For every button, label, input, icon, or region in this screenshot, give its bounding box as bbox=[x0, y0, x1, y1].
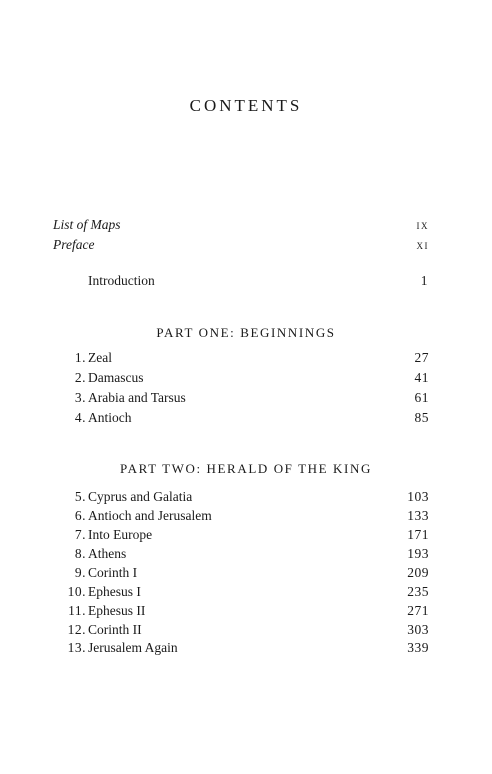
part-one-heading: PART ONE: BEGINNINGS bbox=[156, 325, 336, 340]
toc-entry-chapter-13[interactable] bbox=[0, 638, 492, 658]
toc-entry-label: Cyprus and Galatia bbox=[88, 489, 193, 504]
toc-entry-page: 339 bbox=[407, 640, 429, 655]
toc-entry-page: 171 bbox=[407, 527, 429, 542]
toc-entry-chapter-7[interactable] bbox=[0, 525, 492, 545]
toc-entry-page: 27 bbox=[414, 350, 429, 365]
toc-entry-chapter-8[interactable] bbox=[0, 544, 492, 564]
toc-entry-label: List of Maps bbox=[53, 217, 121, 232]
toc-entry-label: Preface bbox=[53, 237, 95, 252]
toc-entry-page: 303 bbox=[407, 622, 429, 637]
toc-entry-page: 133 bbox=[407, 508, 429, 523]
toc-entry-label: Jerusalem Again bbox=[88, 640, 178, 655]
toc-entry-label: Arabia and Tarsus bbox=[88, 390, 186, 405]
toc-entry-page: 85 bbox=[414, 410, 429, 425]
chapter-number: 11. bbox=[68, 603, 86, 618]
toc-entry-page: 1 bbox=[420, 273, 429, 288]
toc-entry-page: 103 bbox=[407, 489, 429, 504]
chapter-number: 4. bbox=[74, 410, 86, 425]
toc-entry-page: 271 bbox=[407, 603, 429, 618]
toc-entry-list-of-maps[interactable] bbox=[0, 215, 492, 235]
toc-entry-chapter-6[interactable] bbox=[0, 506, 492, 526]
chapter-number: 10. bbox=[67, 584, 86, 599]
toc-entry-chapter-3[interactable] bbox=[0, 388, 492, 408]
toc-entry-page: 61 bbox=[414, 390, 429, 405]
chapter-number: 13. bbox=[67, 640, 86, 655]
toc-entry-preface[interactable] bbox=[0, 235, 492, 255]
chapter-number: 2. bbox=[74, 370, 86, 385]
toc-entry-page: ix bbox=[416, 217, 429, 232]
toc-entry-chapter-2[interactable] bbox=[0, 368, 492, 388]
chapter-number: 7. bbox=[74, 527, 86, 542]
toc-entry-page: 235 bbox=[407, 584, 429, 599]
toc-entry-chapter-5[interactable] bbox=[0, 487, 492, 507]
chapter-number: 9. bbox=[74, 565, 86, 580]
toc-entry-introduction[interactable] bbox=[0, 271, 492, 291]
toc-entry-label: Antioch bbox=[88, 410, 132, 425]
chapter-number: 6. bbox=[74, 508, 86, 523]
toc-entry-label: Athens bbox=[88, 546, 127, 561]
toc-entry-label: Corinth I bbox=[88, 565, 138, 580]
toc-entry-page: 209 bbox=[407, 565, 429, 580]
toc-entry-chapter-11[interactable] bbox=[0, 601, 492, 621]
chapter-number: 3. bbox=[74, 390, 86, 405]
toc-entry-label: Zeal bbox=[88, 350, 112, 365]
chapter-number: 12. bbox=[67, 622, 86, 637]
chapter-number: 1. bbox=[74, 350, 86, 365]
toc-entry-label: Damascus bbox=[88, 370, 144, 385]
toc-entry-chapter-1[interactable] bbox=[0, 348, 492, 368]
chapter-number: 5. bbox=[74, 489, 86, 504]
toc-entry-label: Ephesus I bbox=[88, 584, 141, 599]
toc-entry-page: 41 bbox=[414, 370, 429, 385]
toc-entry-chapter-12[interactable] bbox=[0, 620, 492, 640]
toc-entry-label: Ephesus II bbox=[88, 603, 146, 618]
toc-entry-page: xi bbox=[416, 237, 429, 252]
page-title: CONTENTS bbox=[189, 96, 303, 115]
toc-entry-label: Corinth II bbox=[88, 622, 142, 637]
toc-entry-label: Antioch and Jerusalem bbox=[88, 508, 212, 523]
toc-entry-label: Introduction bbox=[88, 273, 155, 288]
toc-entry-chapter-4[interactable] bbox=[0, 408, 492, 428]
toc-entry-chapter-9[interactable] bbox=[0, 563, 492, 583]
toc-entry-chapter-10[interactable] bbox=[0, 582, 492, 602]
part-two-heading: PART TWO: HERALD OF THE KING bbox=[120, 461, 372, 476]
toc-entry-label: Into Europe bbox=[88, 527, 153, 542]
chapter-number: 8. bbox=[74, 546, 86, 561]
toc-entry-page: 193 bbox=[407, 546, 429, 561]
